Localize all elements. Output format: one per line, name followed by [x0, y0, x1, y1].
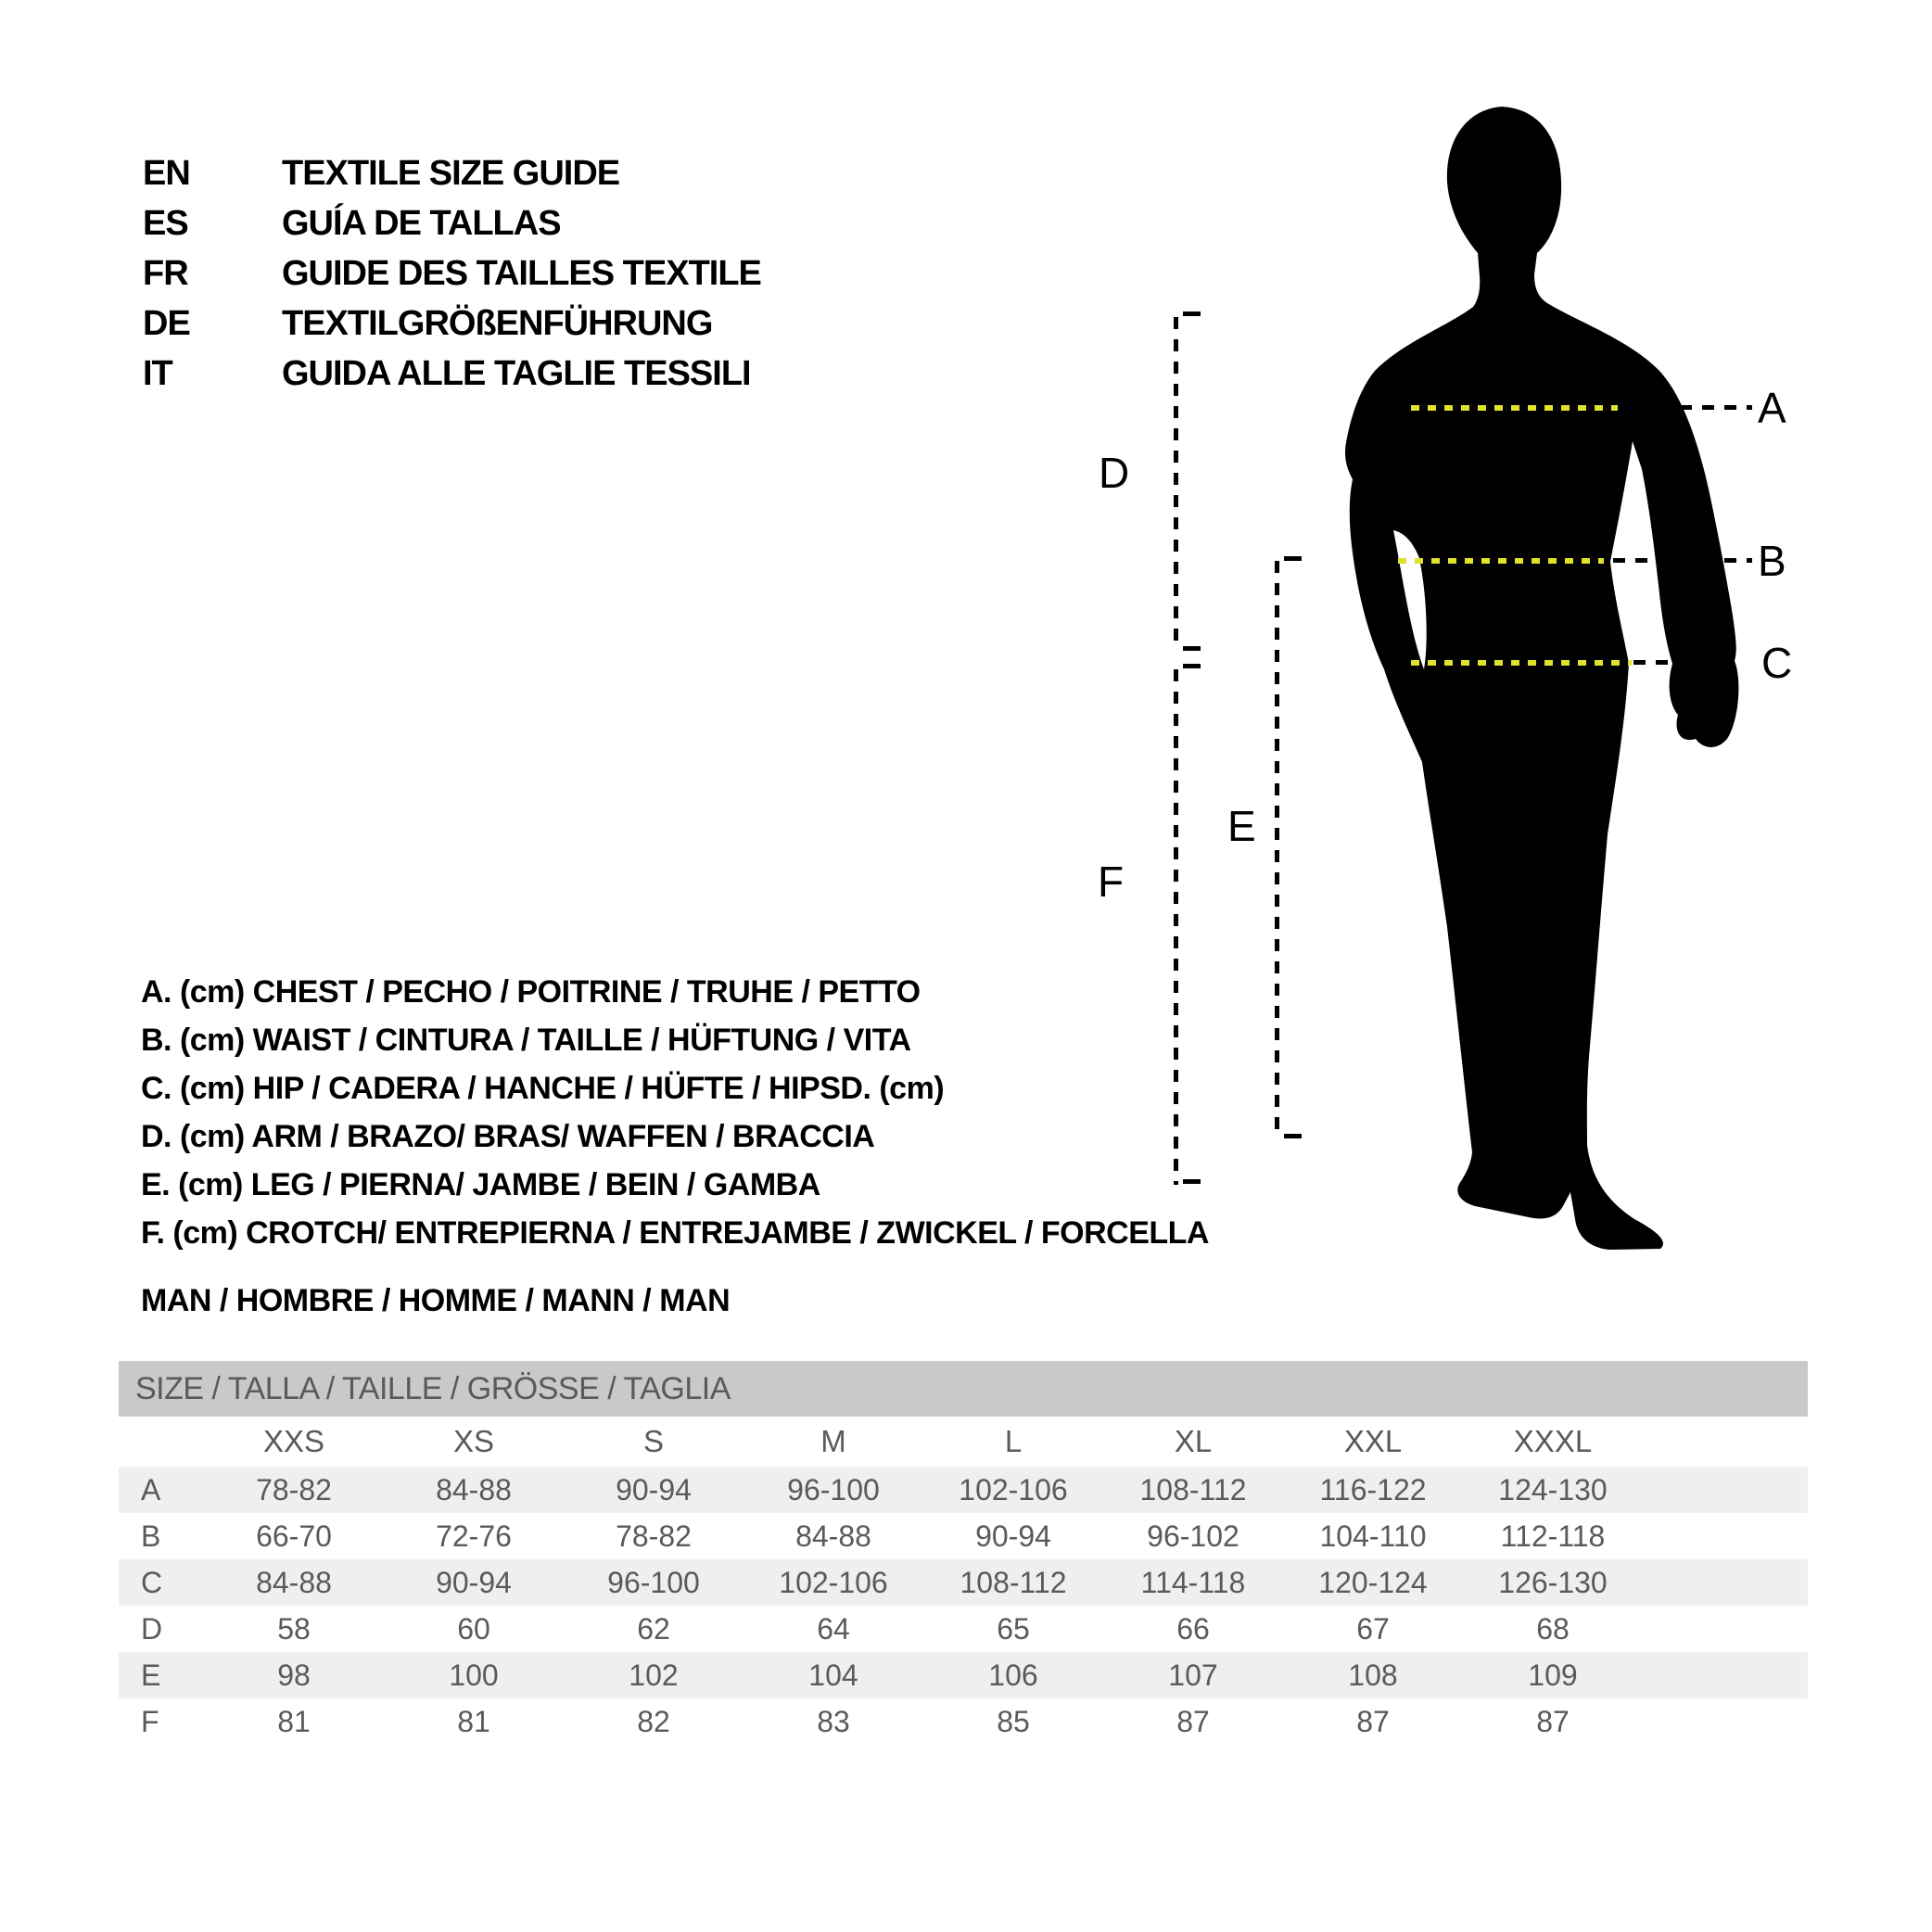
size-value-cell: 68 — [1536, 1611, 1570, 1646]
size-column-header: XXL — [1343, 1424, 1403, 1458]
size-value-cell: 62 — [637, 1611, 670, 1646]
size-value-cell: 108-112 — [960, 1565, 1067, 1599]
size-value-cell: 87 — [1536, 1704, 1570, 1738]
size-table-row-C — [119, 1559, 1808, 1606]
language-code: ES — [143, 203, 188, 243]
size-value-cell: 102 — [629, 1658, 679, 1692]
size-table-title: SIZE / TALLA / TAILLE / GRÖSSE / TAGLIA — [135, 1370, 731, 1406]
label-hip-C: C — [1761, 639, 1793, 687]
size-value-cell: 90-94 — [616, 1472, 692, 1506]
label-arm-D: D — [1099, 449, 1130, 497]
size-column-header: M — [820, 1424, 846, 1458]
size-table-row-B — [119, 1513, 1808, 1559]
row-label: D — [141, 1611, 163, 1646]
size-column-header: XXXL — [1513, 1424, 1593, 1458]
size-value-cell: 83 — [817, 1704, 850, 1738]
language-row — [143, 198, 761, 248]
size-column-header: XL — [1174, 1424, 1213, 1458]
size-value-cell: 84-88 — [436, 1472, 512, 1506]
size-column-header: XXS — [262, 1424, 325, 1458]
size-column-header: XS — [452, 1424, 495, 1458]
size-value-cell: 65 — [997, 1611, 1030, 1646]
size-value-cell: 78-82 — [256, 1472, 332, 1506]
size-value-cell: 104 — [808, 1658, 858, 1692]
arm-measure-line — [1174, 317, 1178, 651]
size-value-cell: 58 — [277, 1611, 311, 1646]
language-code: IT — [143, 353, 172, 393]
size-value-cell: 107 — [1168, 1658, 1218, 1692]
language-row — [143, 148, 761, 198]
waist-measure-dash — [1398, 558, 1604, 564]
language-title: GUÍA DE TALLAS — [282, 203, 561, 243]
label-chest-A: A — [1758, 384, 1786, 432]
size-value-cell: 87 — [1176, 1704, 1210, 1738]
size-value-cell: 84-88 — [256, 1565, 332, 1599]
hip-measure-dash — [1411, 660, 1632, 666]
row-label: C — [141, 1565, 163, 1599]
size-value-cell: 82 — [637, 1704, 670, 1738]
size-value-cell: 81 — [457, 1704, 490, 1738]
size-value-cell: 81 — [277, 1704, 311, 1738]
size-value-cell: 64 — [817, 1611, 850, 1646]
chest-measure-dash — [1411, 405, 1618, 411]
size-value-cell: 90-94 — [975, 1519, 1051, 1553]
language-code: EN — [143, 153, 190, 193]
size-value-cell: 90-94 — [436, 1565, 512, 1599]
size-value-cell: 112-118 — [1500, 1519, 1606, 1553]
size-value-cell: 108 — [1348, 1658, 1398, 1692]
size-value-cell: 66-70 — [256, 1519, 332, 1553]
crotch-line-bottom-tick — [1183, 1179, 1201, 1184]
language-row — [143, 299, 761, 349]
size-table-column-headers — [119, 1417, 1808, 1467]
size-value-cell: 109 — [1528, 1658, 1578, 1692]
language-title: TEXTILGRÖßENFÜHRUNG — [282, 303, 713, 343]
size-value-cell: 87 — [1356, 1704, 1390, 1738]
size-value-cell: 106 — [988, 1658, 1038, 1692]
legend-item-D: D. (cm) ARM / BRAZO/ BRAS/ WAFFEN / BRACCIA — [141, 1118, 875, 1154]
arm-line-bottom-tick — [1183, 646, 1201, 651]
row-label: E — [141, 1658, 161, 1692]
size-value-cell: 102-106 — [779, 1565, 888, 1599]
size-value-cell: 96-100 — [787, 1472, 880, 1506]
size-value-cell: 78-82 — [616, 1519, 692, 1553]
size-value-cell: 120-124 — [1318, 1565, 1428, 1599]
language-title: GUIDE DES TAILLES TEXTILE — [282, 253, 761, 293]
size-value-cell: 124-130 — [1498, 1472, 1608, 1506]
legend-item-A: A. (cm) CHEST / PECHO / POITRINE / TRUHE / PETTO — [141, 973, 921, 1010]
size-value-cell: 116-122 — [1319, 1472, 1427, 1506]
language-code: FR — [143, 253, 188, 293]
language-row — [143, 248, 761, 299]
size-value-cell: 84-88 — [795, 1519, 871, 1553]
category-line: MAN / HOMBRE / HOMME / MANN / MAN — [141, 1283, 731, 1318]
size-value-cell: 96-100 — [607, 1565, 700, 1599]
language-row — [143, 349, 761, 399]
size-table-row-E — [119, 1652, 1808, 1698]
size-value-cell: 108-112 — [1139, 1472, 1247, 1506]
measurement-legend — [141, 968, 1209, 1257]
language-title: TEXTILE SIZE GUIDE — [282, 153, 620, 193]
language-title-list — [143, 148, 761, 399]
man-silhouette — [1279, 93, 1761, 1270]
size-table-title-bar — [119, 1361, 1808, 1417]
size-value-cell: 126-130 — [1498, 1565, 1608, 1599]
size-table-row-A — [119, 1467, 1808, 1513]
label-crotch-F: F — [1098, 858, 1125, 906]
size-column-header: S — [642, 1424, 664, 1458]
size-value-cell: 100 — [449, 1658, 499, 1692]
size-table-row-F — [119, 1698, 1808, 1745]
row-label: A — [141, 1472, 161, 1506]
legend-item-C: C. (cm) HIP / CADERA / HANCHE / HÜFTE / HIPSD. (cm) — [141, 1070, 945, 1106]
crotch-measure-line — [1174, 669, 1178, 1185]
legend-item-E: E. (cm) LEG / PIERNA/ JAMBE / BEIN / GAMBA — [141, 1166, 820, 1202]
size-value-cell: 67 — [1356, 1611, 1390, 1646]
row-label: F — [141, 1704, 159, 1738]
language-code: DE — [143, 303, 190, 343]
size-value-cell: 114-118 — [1140, 1565, 1246, 1599]
arm-line-top-tick — [1183, 311, 1201, 316]
row-label: B — [141, 1519, 161, 1553]
size-column-header: L — [1004, 1424, 1023, 1458]
label-leg-E: E — [1227, 802, 1256, 850]
size-value-cell: 96-102 — [1147, 1519, 1239, 1553]
size-value-cell: 66 — [1176, 1611, 1210, 1646]
size-value-cell: 104-110 — [1319, 1519, 1427, 1553]
size-value-cell: 102-106 — [959, 1472, 1068, 1506]
language-title: GUIDA ALLE TAGLIE TESSILI — [282, 353, 751, 393]
size-value-cell: 60 — [457, 1611, 490, 1646]
size-table — [119, 1361, 1808, 1745]
size-value-cell: 98 — [277, 1658, 311, 1692]
size-value-cell: 85 — [997, 1704, 1030, 1738]
size-value-cell: 72-76 — [436, 1519, 512, 1553]
crotch-line-top-tick — [1183, 664, 1201, 668]
legend-item-F: F. (cm) CROTCH/ ENTREPIERNA / ENTREJAMBE / ZWICKEL / FORCELLA — [141, 1214, 1209, 1251]
label-waist-B: B — [1758, 537, 1786, 585]
legend-item-B: B. (cm) WAIST / CINTURA / TAILLE / HÜFTUNG / VITA — [141, 1022, 911, 1058]
size-table-body — [119, 1467, 1808, 1745]
size-table-row-D — [119, 1606, 1808, 1652]
